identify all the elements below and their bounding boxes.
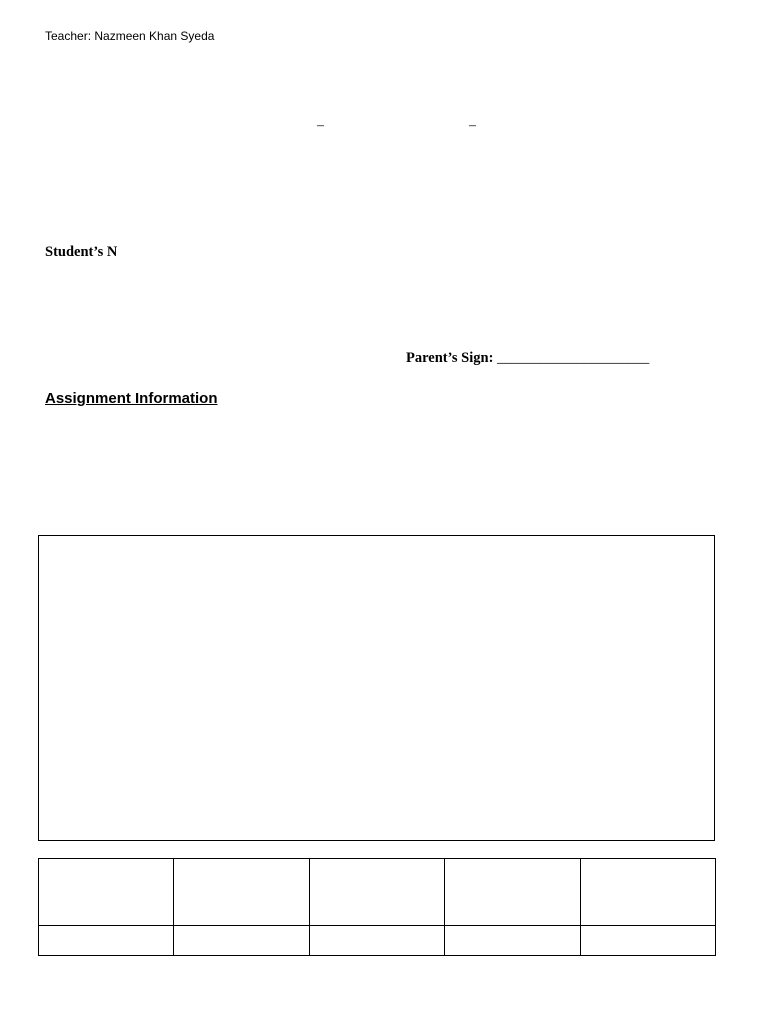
table-row xyxy=(39,859,716,926)
table-cell xyxy=(445,926,580,956)
teacher-name: Teacher: Nazmeen Khan Syeda xyxy=(45,29,215,43)
student-name-label: Student’s N xyxy=(45,244,118,260)
table-header-cell xyxy=(39,859,174,926)
table-header-cell xyxy=(580,859,715,926)
title-dash-right: – xyxy=(469,118,476,133)
table-row xyxy=(39,926,716,956)
table-cell xyxy=(39,926,174,956)
table-cell xyxy=(309,926,444,956)
table-header-cell xyxy=(309,859,444,926)
parent-sign-field xyxy=(406,350,649,367)
assignment-content-box xyxy=(38,535,715,841)
assignment-information-heading: Assignment Information xyxy=(45,390,218,407)
table-header-cell xyxy=(174,859,309,926)
parent-sign-label: Parent’s Sign: xyxy=(406,350,494,366)
table-cell xyxy=(580,926,715,956)
table-cell xyxy=(174,926,309,956)
parent-sign-line: _____________________ xyxy=(493,350,650,366)
grade-table xyxy=(38,858,716,956)
table-header-cell xyxy=(445,859,580,926)
title-dash-left: – xyxy=(317,118,324,133)
